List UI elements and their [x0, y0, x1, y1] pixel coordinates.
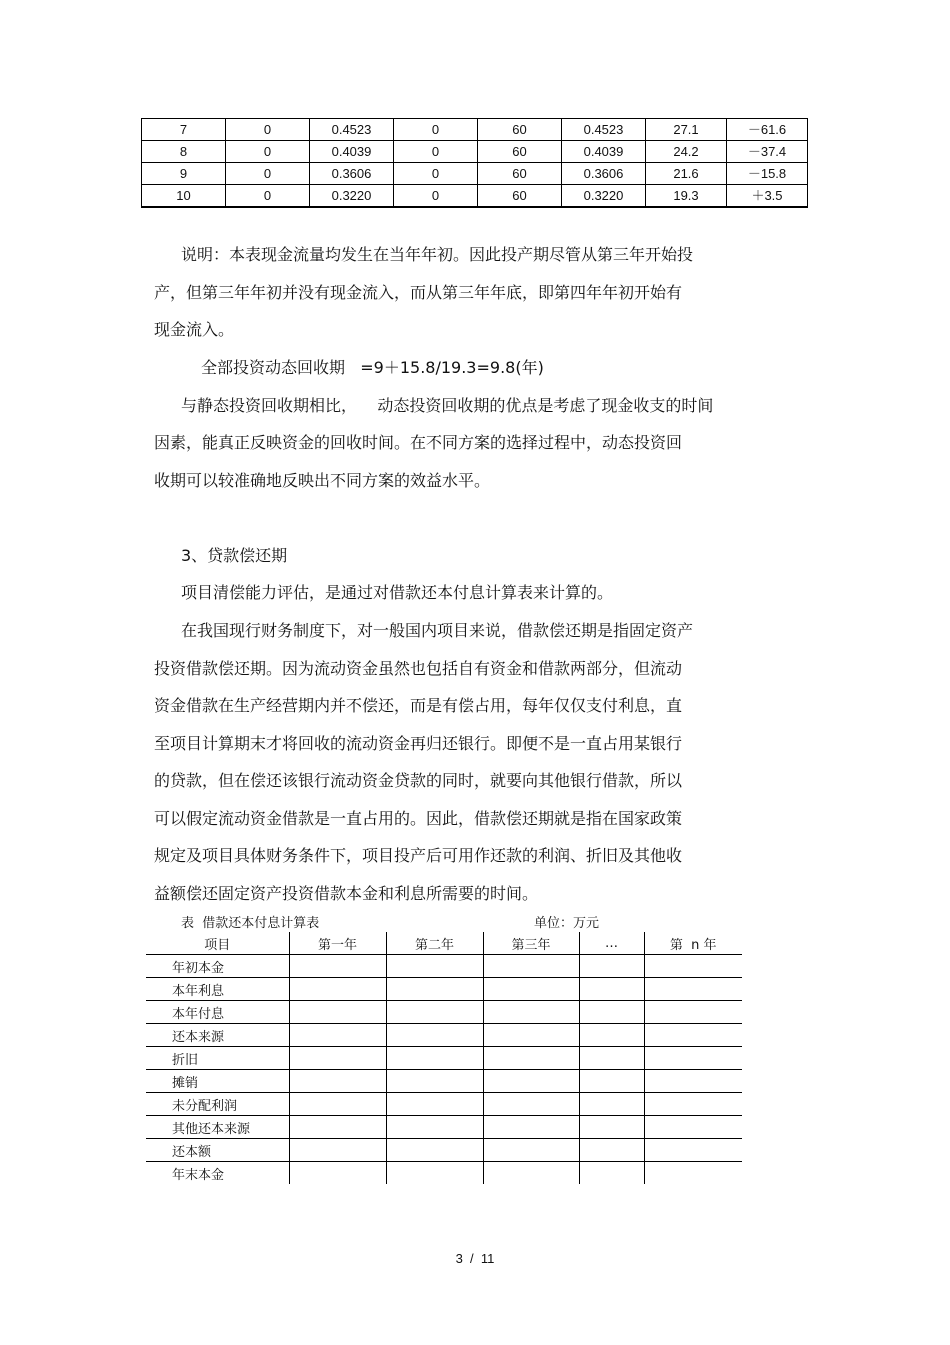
note-line-3: 现金流入。 [154, 320, 235, 339]
cash-flow-table [141, 118, 808, 208]
table-cell: 0 [226, 163, 310, 185]
table-row [142, 185, 808, 208]
table-cell: 60 [478, 185, 562, 208]
table-cell [644, 1139, 742, 1162]
table-cell: 0 [394, 141, 478, 163]
header-year-2: 第二年 [386, 932, 483, 955]
table-cell: 0.4039 [310, 141, 394, 163]
table-cell: 60 [478, 119, 562, 141]
table-cell [386, 1047, 483, 1070]
table-cell: 0.3220 [562, 185, 646, 208]
table-cell [483, 1139, 579, 1162]
table-cell: －37.4 [727, 141, 808, 163]
table-cell [644, 978, 742, 1001]
table-cell [483, 1001, 579, 1024]
table-row [142, 163, 808, 185]
table-cell [483, 1070, 579, 1093]
table-cell [579, 1047, 644, 1070]
table-cell: 0.3606 [562, 163, 646, 185]
row-label: 未分配利润 [146, 1093, 289, 1116]
table-cell: 0 [394, 119, 478, 141]
table-cell [644, 1070, 742, 1093]
table-cell: 0.3606 [310, 163, 394, 185]
table-cell [289, 1001, 386, 1024]
row-label: 摊销 [146, 1070, 289, 1093]
table-cell [289, 1093, 386, 1116]
loan-table-body [146, 955, 742, 1185]
table-cell [289, 955, 386, 978]
table-cell [386, 1162, 483, 1185]
table-cell [289, 1116, 386, 1139]
header-year-1: 第一年 [289, 932, 386, 955]
body-line-8: 益额偿还固定资产投资借款本金和利息所需要的时间。 [154, 884, 539, 903]
table-cell [289, 1024, 386, 1047]
table-row [146, 1162, 742, 1185]
table-row [146, 1001, 742, 1024]
table-cell [386, 1024, 483, 1047]
table-cell: 0 [394, 163, 478, 185]
table-cell [644, 1116, 742, 1139]
table-cell [289, 1047, 386, 1070]
table-row [146, 1093, 742, 1116]
table-cell [386, 1001, 483, 1024]
table-cell [386, 1093, 483, 1116]
row-label: 本年利息 [146, 978, 289, 1001]
table-cell [289, 1162, 386, 1185]
table-cell: 9 [142, 163, 226, 185]
table-cell: －15.8 [727, 163, 808, 185]
table-row [146, 1070, 742, 1093]
note-line-2: 产，但第三年年初并没有现金流入，而从第三年年底，即第四年年初开始有 [154, 283, 683, 302]
table-cell [386, 1116, 483, 1139]
compare-line-2: 因素，能真正反映资金的回收时间。在不同方案的选择过程中，动态投资回 [154, 433, 683, 452]
table-cell [644, 1024, 742, 1047]
body-line-5: 的贷款，但在偿还该银行流动资金贷款的同时，就要向其他银行借款，所以 [154, 771, 683, 790]
table-cell: 10 [142, 185, 226, 208]
table-row [146, 1047, 742, 1070]
table-row [146, 1116, 742, 1139]
compare-line-1: 与静态投资回收期相比， 动态投资回收期的优点是考虑了现金收支的时间 [181, 396, 714, 415]
table-row [146, 1139, 742, 1162]
body-line-6: 可以假定流动资金借款是一直占用的。因此，借款偿还期就是指在国家政策 [154, 809, 683, 828]
table-cell [579, 1162, 644, 1185]
table-cell [386, 955, 483, 978]
table-row [146, 978, 742, 1001]
table-cell: 0.3220 [310, 185, 394, 208]
row-label: 年末本金 [172, 1167, 225, 1183]
note-line-1: 说明：本表现金流量均发生在当年年初。因此投产期尽管从第三年开始投 [181, 245, 694, 264]
section-heading: 3、贷款偿还期 [181, 546, 288, 565]
table-cell: 0 [394, 185, 478, 208]
table-cell [483, 1116, 579, 1139]
table-cell: 19.3 [646, 185, 727, 208]
compare-line-3: 收期可以较准确地反映出不同方案的效益水平。 [154, 471, 491, 490]
cash-flow-table-body [142, 119, 808, 208]
formula-line: 全部投资动态回收期 =9＋15.8/19.3=9.8(年) [201, 358, 544, 377]
section-intro: 项目清偿能力评估，是通过对借款还本付息计算表来计算的。 [181, 583, 614, 602]
table-cell [579, 1024, 644, 1047]
table-cell: 60 [478, 163, 562, 185]
table-cell [644, 1093, 742, 1116]
table-row [146, 955, 742, 978]
loan-table-header-row [146, 932, 742, 955]
table-cell: －61.6 [727, 119, 808, 141]
table-row [142, 119, 808, 141]
table-cell [579, 978, 644, 1001]
loan-table-unit: 单位：万元 [534, 916, 600, 931]
table-cell [483, 1047, 579, 1070]
row-label: 折旧 [146, 1047, 289, 1070]
table-cell: 0 [226, 141, 310, 163]
table-cell [289, 1070, 386, 1093]
table-cell [579, 1093, 644, 1116]
header-year-n: 第 n 年 [644, 932, 742, 955]
table-cell: 24.2 [646, 141, 727, 163]
table-cell: 0.4523 [562, 119, 646, 141]
table-cell [483, 1024, 579, 1047]
table-cell [483, 955, 579, 978]
table-row [142, 141, 808, 163]
body-line-2: 投资借款偿还期。因为流动资金虽然也包括自有资金和借款两部分，但流动 [154, 659, 683, 678]
table-cell: 27.1 [646, 119, 727, 141]
table-cell [644, 1162, 742, 1185]
table-cell [579, 1139, 644, 1162]
table-cell [289, 978, 386, 1001]
table-cell [386, 978, 483, 1001]
table-cell: 7 [142, 119, 226, 141]
table-row [146, 1024, 742, 1047]
table-cell: 0.4039 [562, 141, 646, 163]
body-line-4: 至项目计算期末才将回收的流动资金再归还银行。即便不是一直占用某银行 [154, 734, 683, 753]
table-cell: 0 [226, 119, 310, 141]
loan-repayment-table [146, 932, 742, 1184]
page-number: 3 / 11 [455, 1251, 495, 1266]
table-cell: 60 [478, 141, 562, 163]
table-cell [579, 1116, 644, 1139]
table-cell: 0.4523 [310, 119, 394, 141]
row-label: 其他还本来源 [146, 1116, 289, 1139]
table-cell [644, 1001, 742, 1024]
body-line-3: 资金借款在生产经营期内并不偿还，而是有偿占用，每年仅仅支付利息，直 [154, 696, 683, 715]
table-cell [644, 1047, 742, 1070]
table-cell [579, 955, 644, 978]
table-cell [579, 1070, 644, 1093]
table-cell [483, 978, 579, 1001]
table-cell: ＋3.5 [727, 185, 808, 208]
row-label: 还本来源 [146, 1024, 289, 1047]
table-cell: 0 [226, 185, 310, 208]
header-item: 项目 [146, 932, 289, 955]
table-cell [483, 1162, 579, 1185]
table-cell [386, 1139, 483, 1162]
row-label: 本年付息 [146, 1001, 289, 1024]
table-cell [579, 1001, 644, 1024]
table-cell: 8 [142, 141, 226, 163]
header-year-3: 第三年 [483, 932, 579, 955]
table-cell [483, 1093, 579, 1116]
table-cell [386, 1070, 483, 1093]
row-label: 还本额 [146, 1139, 289, 1162]
body-line-1: 在我国现行财务制度下，对一般国内项目来说，借款偿还期是指固定资产 [181, 621, 694, 640]
body-line-7: 规定及项目具体财务条件下，项目投产后可用作还款的利润、折旧及其他收 [154, 846, 683, 865]
table-cell [289, 1139, 386, 1162]
row-label: 年初本金 [146, 955, 289, 978]
loan-table-title: 表 借款还本付息计算表 [181, 916, 320, 931]
table-cell: 21.6 [646, 163, 727, 185]
header-ellipsis: … [579, 932, 644, 955]
table-cell [644, 955, 742, 978]
